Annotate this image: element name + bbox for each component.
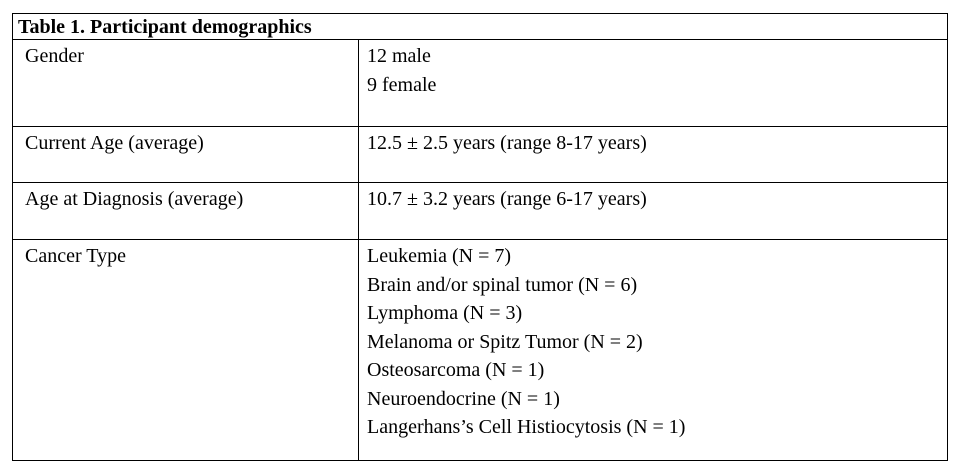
table-row (13, 240, 947, 460)
value-line: 9 female (367, 73, 437, 96)
value-line: Osteosarcoma (N = 1) (367, 359, 545, 381)
row-label-cancer-type: Cancer Type (25, 245, 126, 267)
value-line: Lymphoma (N = 3) (367, 302, 523, 324)
table-row (13, 127, 947, 183)
demographics-table (12, 13, 948, 461)
row-label-gender: Gender (25, 45, 84, 67)
row-label-current-age: Current Age (average) (25, 132, 204, 154)
row-values-current-age (367, 129, 647, 158)
row-values-gender (367, 42, 436, 99)
value-line: Leukemia (N = 7) (367, 245, 512, 267)
table-title: Table 1. Participant demographics (18, 16, 312, 38)
value-line: Melanoma or Spitz Tumor (N = 2) (367, 330, 643, 353)
value-line: Neuroendocrine (N = 1) (367, 387, 560, 410)
row-label-age-at-diagnosis: Age at Diagnosis (average) (25, 188, 244, 210)
table-row (13, 183, 947, 240)
value-line: Brain and/or spinal tumor (N = 6) (367, 273, 638, 296)
value-line: 12 male (367, 45, 431, 67)
value-line: 10.7 ± 3.2 years (range 6-17 years) (367, 188, 647, 210)
value-line: 12.5 ± 2.5 years (range 8-17 years) (367, 132, 647, 154)
row-values-cancer-type (367, 242, 685, 442)
table-row (13, 40, 947, 127)
row-values-age-at-diagnosis (367, 185, 647, 214)
table-title-row (13, 14, 947, 40)
value-line: Langerhans’s Cell Histiocytosis (N = 1) (367, 416, 686, 438)
